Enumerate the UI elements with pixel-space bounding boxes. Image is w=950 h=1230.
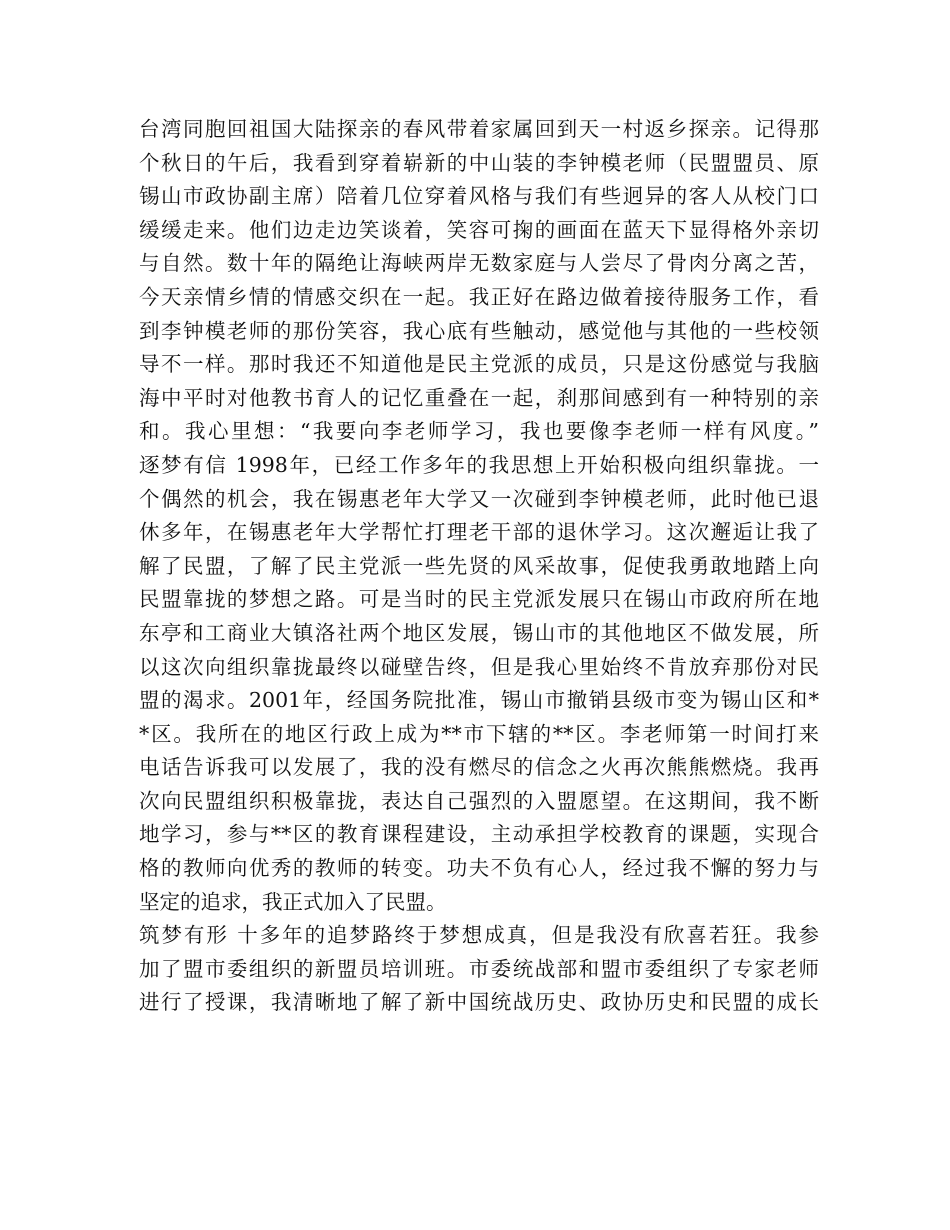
text-line: 与自然。数十年的隔绝让海峡两岸无数家庭与人尝尽了骨肉分离之苦，	[139, 251, 819, 276]
text-line: 缓缓走来。他们边走边笑谈着，笑容可掬的画面在蓝天下显得格外亲切	[139, 217, 819, 242]
text-line: 次向民盟组织积极靠拢，表达自己强烈的入盟愿望。在这期间，我不断	[139, 788, 819, 813]
text-line: 筑梦有形 十多年的追梦路终于梦想成真，但是我没有欣喜若狂。我参	[139, 923, 819, 948]
text-line: 以这次向组织靠拢最终以碰壁告终，但是我心里始终不肯放弃那份对民	[139, 654, 819, 679]
text-line: 逐梦有信 1998年，已经工作多年的我思想上开始积极向组织靠拢。一	[139, 452, 819, 477]
text-line: 个秋日的午后，我看到穿着崭新的中山装的李钟模老师（民盟盟员、原	[139, 150, 819, 175]
text-line: 锡山市政协副主席）陪着几位穿着风格与我们有些迥异的客人从校门口	[139, 184, 819, 209]
text-line: 导不一样。那时我还不知道他是民主党派的成员，只是这份感觉与我脑	[139, 352, 819, 377]
body-text	[139, 113, 819, 1020]
text-line: 台湾同胞回祖国大陆探亲的春风带着家属回到天一村返乡探亲。记得那	[139, 117, 819, 141]
text-line: 解了民盟，了解了民主党派一些先贤的风采故事，促使我勇敢地踏上向	[139, 553, 819, 578]
text-line: 地学习，参与**区的教育课程建设，主动承担学校教育的课题，实现合	[139, 822, 819, 847]
text-line: 坚定的追求，我正式加入了民盟。	[139, 889, 447, 914]
text-line: 个偶然的机会，我在锡惠老年大学又一次碰到李钟模老师，此时他已退	[139, 486, 819, 511]
text-line: 休多年，在锡惠老年大学帮忙打理老干部的退休学习。这次邂逅让我了	[139, 520, 819, 545]
text-line: 到李钟模老师的那份笑容，我心底有些触动，感觉他与其他的一些校领	[139, 318, 819, 343]
text-line: 东亭和工商业大镇洛社两个地区发展，锡山市的其他地区不做发展，所	[139, 620, 819, 645]
text-line: 进行了授课，我清晰地了解了新中国统战历史、政协历史和民盟的成长	[139, 990, 819, 1015]
text-line: 盟的渴求。2001年，经国务院批准，锡山市撤销县级市变为锡山区和*	[139, 688, 819, 713]
text-line: 和。我心里想：“我要向李老师学习，我也要像李老师一样有风度。”	[139, 419, 819, 444]
text-line: 民盟靠拢的梦想之路。可是当时的民主党派发展只在锡山市政府所在地	[139, 587, 819, 612]
text-line: *区。我所在的地区行政上成为**市下辖的**区。李老师第一时间打来	[139, 721, 819, 746]
text-line: 加了盟市委组织的新盟员培训班。市委统战部和盟市委组织了专家老师	[139, 956, 819, 981]
text-line: 电话告诉我可以发展了，我的没有燃尽的信念之火再次熊熊燃烧。我再	[139, 755, 819, 780]
text-line: 海中平时对他教书育人的记忆重叠在一起，刹那间感到有一种特别的亲	[139, 385, 819, 410]
text-line: 今天亲情乡情的情感交织在一起。我正好在路边做着接待服务工作，看	[139, 284, 819, 309]
text-line: 格的教师向优秀的教师的转变。功夫不负有心人，经过我不懈的努力与	[139, 856, 819, 881]
